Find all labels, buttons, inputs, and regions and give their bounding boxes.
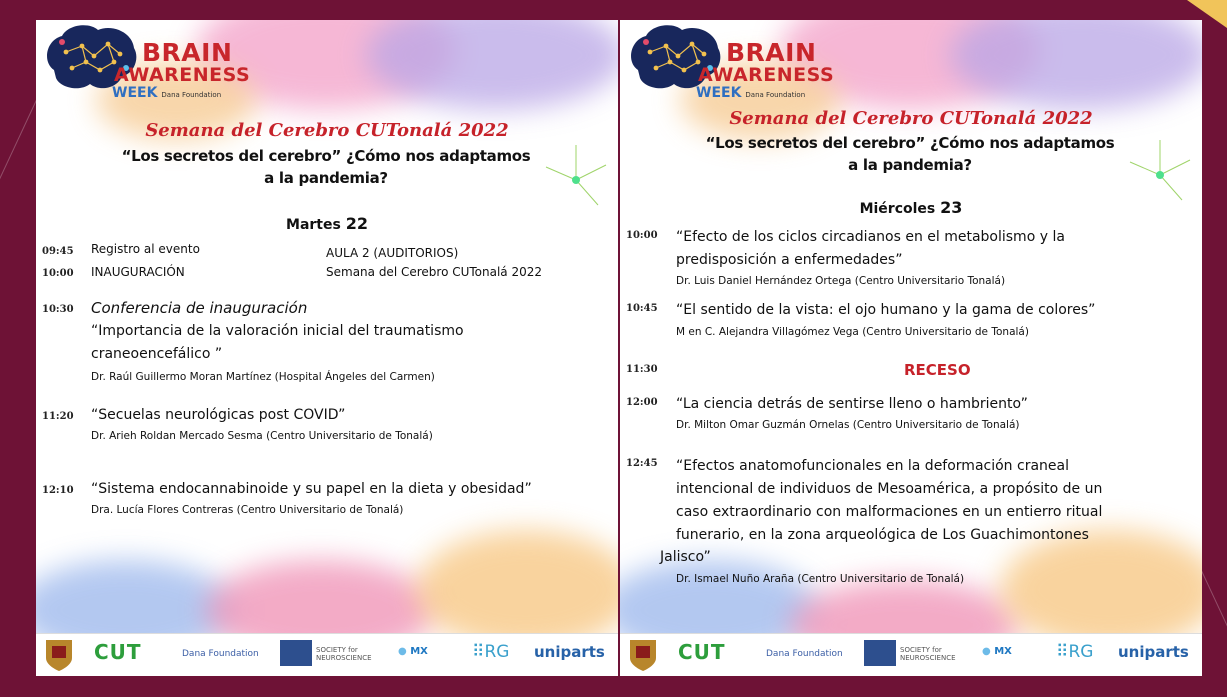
agenda-text: Registro al evento	[91, 242, 200, 256]
time-label: 09:45	[42, 246, 74, 257]
time-label: 12:00	[626, 397, 658, 408]
sponsor-rg: ⠿RG	[1056, 642, 1094, 662]
sponsor-mx: ● MX	[398, 646, 428, 657]
sponsor-dana: Dana Foundation	[766, 649, 843, 659]
conference-type: Conferencia de inauguración	[91, 299, 308, 317]
sponsor-bar	[36, 633, 618, 676]
talk-title: “Efectos anatomofuncionales en la deformación craneal	[676, 458, 1069, 474]
event-subtitle-line1: “Los secretos del cerebro” ¿Cómo nos adaptamos	[705, 134, 1115, 152]
sponsor-sfn	[900, 646, 956, 662]
time-label: 12:45	[626, 458, 658, 469]
speaker-name: M en C. Alejandra Villagómez Vega (Centro Universitario de Tonalá)	[676, 326, 1029, 338]
event-subtitle-line2: a la pandemia?	[848, 156, 972, 174]
sponsor-bar	[620, 633, 1202, 676]
sponsor-sfn-line2: NEUROSCIENCE	[900, 654, 956, 662]
speaker-name: Dr. Ismael Nuño Araña (Centro Universitario de Tonalá)	[676, 573, 965, 585]
sponsor-sfn-icon	[864, 640, 896, 666]
time-label: 10:45	[626, 303, 658, 314]
logo-awareness: AWARENESS	[698, 64, 835, 86]
sponsor-mx-label: MX	[410, 646, 428, 657]
talk-title: “Sistema endocannabinoide y su papel en la dieta y obesidad”	[91, 481, 532, 497]
logo-awareness: AWARENESS	[114, 64, 251, 86]
day-number: 23	[940, 198, 963, 217]
sponsor-uniparts: uniparts	[1118, 643, 1189, 661]
poster-day-tuesday	[36, 20, 618, 676]
event-subtitle	[650, 132, 1170, 176]
watercolor-splash	[1000, 530, 1202, 650]
time-label: 10:00	[626, 230, 658, 241]
sponsor-mx: ● MX	[982, 646, 1012, 657]
time-label: 11:30	[626, 364, 658, 375]
university-crest-icon	[628, 638, 658, 672]
day-name: Martes	[286, 217, 341, 233]
logo-week: WEEK	[696, 85, 742, 101]
sponsor-rg-label: RG	[484, 642, 510, 662]
day-heading	[620, 198, 1202, 217]
agenda-venue: AULA 2 (AUDITORIOS)	[326, 246, 459, 260]
day-name: Miércoles	[859, 201, 936, 217]
poster-day-wednesday	[620, 20, 1202, 676]
brain-awareness-week-logo	[626, 22, 866, 112]
recess-label: RECESO	[904, 361, 971, 379]
event-title: Semana del Cerebro CUTonalá 2022	[729, 108, 1093, 129]
logo-brain: BRAIN	[726, 38, 817, 67]
sponsor-sfn-line1: SOCIETY for	[900, 646, 942, 654]
time-label: 12:10	[42, 485, 74, 496]
speaker-name: Dr. Luis Daniel Hernández Ortega (Centro Universitario Tonalá)	[676, 275, 1006, 287]
sponsor-uniparts: uniparts	[534, 643, 605, 661]
sponsor-rg-label: RG	[1068, 642, 1094, 662]
event-title: Semana del Cerebro CUTonalá 2022	[145, 120, 509, 141]
speaker-name: Dr. Raúl Guillermo Moran Martínez (Hospital Ángeles del Carmen)	[91, 371, 435, 383]
sponsor-sfn-line1: SOCIETY for	[316, 646, 358, 654]
event-subtitle-line1: “Los secretos del cerebro” ¿Cómo nos adaptamos	[121, 147, 531, 165]
speaker-name: Dra. Lucía Flores Contreras (Centro Universitario de Tonalá)	[91, 504, 404, 516]
day-number: 22	[345, 214, 368, 233]
talk-title: Jalisco”	[660, 549, 711, 565]
logo-partner: Dana Foundation	[745, 91, 806, 99]
speaker-name: Dr. Arieh Roldan Mercado Sesma (Centro Universitario de Tonalá)	[91, 430, 433, 442]
logo-week: WEEK	[112, 85, 158, 101]
talk-title: “Efecto de los ciclos circadianos en el metabolismo y la	[676, 229, 1065, 245]
sponsor-sfn-icon	[280, 640, 312, 666]
sponsor-dana: Dana Foundation	[182, 649, 259, 659]
sponsor-rg: ⠿RG	[472, 642, 510, 662]
time-label: 11:20	[42, 411, 74, 422]
sponsor-sfn-line2: NEUROSCIENCE	[316, 654, 372, 662]
talk-title: “Secuelas neurológicas post COVID”	[91, 407, 346, 423]
talk-title: funerario, en la zona arqueológica de Los Guachimontones	[676, 527, 1089, 543]
time-label: 10:00	[42, 268, 74, 279]
brain-awareness-week-logo	[42, 22, 282, 112]
agenda-aside: Semana del Cerebro CUTonalá 2022	[326, 265, 543, 279]
speaker-name: Dr. Milton Omar Guzmán Ornelas (Centro Universitario de Tonalá)	[676, 419, 1020, 431]
sponsor-sfn	[316, 646, 372, 662]
talk-title: “La ciencia detrás de sentirse lleno o hambriento”	[676, 396, 1028, 412]
firework-decoration	[536, 135, 616, 225]
agenda-text: INAUGURACIÓN	[91, 265, 185, 279]
talk-title: intencional de individuos de Mesoamérica, a propósito de un	[676, 481, 1103, 497]
logo-brain: BRAIN	[142, 38, 233, 67]
sponsor-cut: CUT	[678, 640, 726, 664]
event-subtitle	[66, 145, 586, 189]
talk-title: “Importancia de la valoración inicial del traumatismo	[91, 323, 464, 339]
watercolor-splash	[416, 530, 618, 650]
talk-title: caso extraordinario con malformaciones en un entierro ritual	[676, 504, 1103, 520]
day-heading	[36, 214, 618, 233]
time-label: 10:30	[42, 304, 74, 315]
logo-partner: Dana Foundation	[161, 91, 222, 99]
university-crest-icon	[44, 638, 74, 672]
talk-title: “El sentido de la vista: el ojo humano y la gama de colores”	[676, 302, 1096, 318]
talk-title: predisposición a enfermedades”	[676, 252, 903, 268]
sponsor-mx-label: MX	[994, 646, 1012, 657]
event-subtitle-line2: a la pandemia?	[264, 169, 388, 187]
talk-title: craneoencefálico ”	[91, 346, 223, 362]
sponsor-cut: CUT	[94, 640, 142, 664]
